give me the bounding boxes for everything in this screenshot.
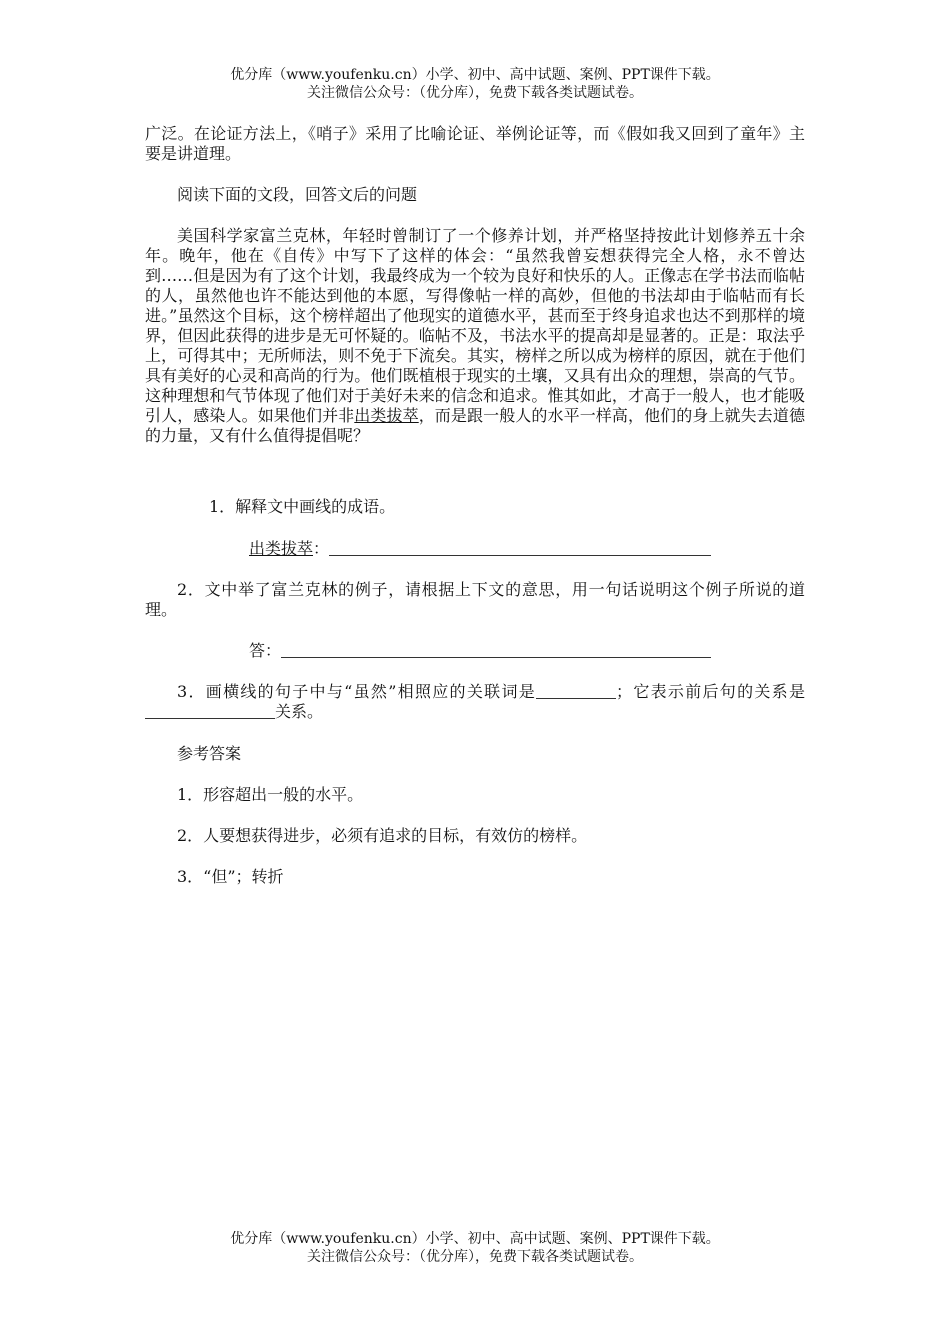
intro-continuation: 广泛。在论证方法上，《哨子》采用了比喻论证、举例论证等，而《假如我又回到了童年》主要是讲道理。 <box>145 124 805 163</box>
q1-term: 出类拔萃 <box>249 539 314 558</box>
question-1 <box>145 497 805 517</box>
passage-text-1: 美国科学家富兰克林，年轻时曾制订了一个修养计划，并严格坚持按此计划修养五十余年。晚年，他在《自传》中写下了这样的体会：“虽然我曾妄想获得完全人格，永不曾达到……但是因为有了这个计划，我最终成为一个较为良好和快乐的人。正像志在学书法而临帖的人，虽然他也许不能达到他的本愿，写得像帖一样的高妙，但他的书法却由于临帖而有长进。”虽然这个目标，这个榜样超出了他现实的道德水平，甚而至于终身追求也达不到那样的境界，但因此获得的进步是无可怀疑的。临帖不及，书法水平的提高却是显著的。正是：取法乎上，可得其中；无所师法，则不免于下流矣。其实，榜样之所以成为榜样的原因，就在于他们具有美好的心灵和高尚的行为。他们既植根于现实的土壤，又具有出众的理想，崇高的气节。这种理想和气节体现了他们对于美好未来的信念和追求。惟其如此，才高于一般人，也才能吸引人，感染人。如果他们并非 <box>145 226 805 425</box>
answer-2-block <box>145 826 805 846</box>
question-2-text: 2．文中举了富兰克林的例子，请根据上下文的意思，用一句话说明这个例子所说的道理。 <box>145 580 805 619</box>
page-footer <box>0 1230 950 1266</box>
answer-2: 2．人要想获得进步，必须有追求的目标，有效仿的榜样。 <box>177 826 588 845</box>
q3-text-2: ；它表示前后句的关系是 <box>616 682 805 701</box>
header-line-1: 优分库（www.youfenku.cn）小学、初中、高中试题、案例、PPT课件下载。 <box>230 67 720 83</box>
q3-blank-2[interactable] <box>145 702 275 719</box>
question-3-text <box>145 682 805 722</box>
reading-passage <box>145 226 805 446</box>
passage-text-2: ，而是跟一般人的水平一样高，他们的身上就失去道德的力量，又有什么值得提倡呢？ <box>145 406 805 445</box>
q2-answer-blank[interactable] <box>281 641 711 658</box>
footer-line-1: 优分库（www.youfenku.cn）小学、初中、高中试题、案例、PPT课件下载。 <box>230 1231 720 1247</box>
question-2-answer-line <box>145 641 805 661</box>
q1-colon: ： <box>313 539 330 558</box>
footer-line-2: 关注微信公众号：（优分库），免费下载各类试题试卷。 <box>307 1249 643 1265</box>
section-title: 阅读下面的文段，回答文后的问题 <box>177 185 418 204</box>
q1-answer-blank[interactable] <box>329 539 711 556</box>
question-3 <box>145 682 805 722</box>
answer-1-block <box>145 785 805 805</box>
answer-3: 3．“但”；转折 <box>177 867 284 886</box>
underlined-idiom: 出类拔萃 <box>354 406 419 425</box>
q2-answer-label: 答： <box>249 641 282 660</box>
question-1-answer-line <box>145 539 805 559</box>
passage-paragraph <box>145 226 805 446</box>
header-line-2: 关注微信公众号：（优分库），免费下载各类试题试卷。 <box>307 85 643 101</box>
intro-continuation-block <box>145 124 805 164</box>
section-title-block <box>145 185 805 205</box>
page-header <box>0 66 950 102</box>
question-2 <box>145 580 805 620</box>
q3-blank-1[interactable] <box>536 682 616 699</box>
answers-title-block <box>145 744 805 764</box>
q3-text-3: 关系。 <box>275 702 324 721</box>
q3-text-1: 3．画横线的句子中与“虽然”相照应的关联词是 <box>177 682 537 701</box>
answer-3-block <box>145 867 805 887</box>
question-1-text: 1．解释文中画线的成语。 <box>209 497 396 516</box>
answers-title: 参考答案 <box>177 744 242 763</box>
answer-1: 1．形容超出一般的水平。 <box>177 785 364 804</box>
